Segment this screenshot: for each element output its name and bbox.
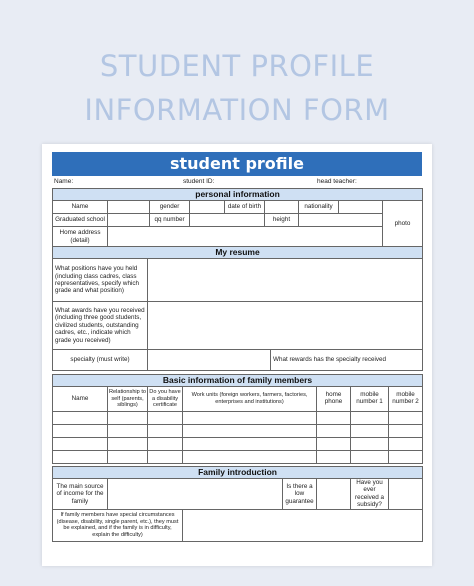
family-col-name: Name <box>53 387 108 412</box>
gender-field[interactable] <box>190 201 225 214</box>
family-col-disability: Do you have a disability certificate <box>148 387 183 412</box>
family-members-table <box>52 374 423 464</box>
family-cell[interactable] <box>148 425 183 438</box>
family-col-home-phone: home phone <box>317 387 351 412</box>
family-col-mobile-1: mobile number 1 <box>351 387 389 412</box>
family-cell[interactable] <box>148 438 183 451</box>
awards-label: What awards have you received (including three good students, civilized students, outstanding cadres, etc., indicate which grade you received) <box>53 302 148 350</box>
subsidy-field[interactable] <box>389 479 423 510</box>
form-sheet <box>42 144 432 566</box>
family-cell[interactable] <box>183 451 317 464</box>
graduated-school-label: Graduated school <box>53 214 108 227</box>
awards-field[interactable] <box>148 302 423 350</box>
positions-held-field[interactable] <box>148 259 423 302</box>
hero-title-line-1: STUDENT PROFILE <box>99 49 375 83</box>
height-label: height <box>265 214 299 227</box>
family-col-mobile-2: mobile number 2 <box>389 387 423 412</box>
family-col-relationship: Relationship to self (parents, siblings) <box>108 387 148 412</box>
photo-box[interactable]: photo <box>383 201 423 247</box>
special-circumstances-label: If family members have special circumstances (disease, disability, single parent, etc.), they must be explained, and if the family is in difficulty, explain the difficulty) <box>53 509 183 541</box>
family-cell[interactable] <box>53 425 108 438</box>
special-circumstances-field[interactable] <box>183 509 423 541</box>
height-field[interactable] <box>299 214 383 227</box>
family-cell[interactable] <box>148 412 183 425</box>
family-col-work-units: Work units (foreign workers, farmers, factories, enterprises and institutions) <box>183 387 317 412</box>
family-members-header: Basic information of family members <box>53 375 423 387</box>
gender-label: gender <box>150 201 190 214</box>
family-cell[interactable] <box>183 425 317 438</box>
name-field[interactable] <box>108 201 150 214</box>
specialty-field[interactable] <box>148 350 271 371</box>
resume-header: My resume <box>53 247 423 259</box>
family-cell[interactable] <box>148 451 183 464</box>
family-intro-table <box>52 466 423 542</box>
home-address-label: Home address (detail) <box>53 227 108 247</box>
family-cell[interactable] <box>317 438 351 451</box>
family-cell[interactable] <box>108 425 148 438</box>
family-cell[interactable] <box>351 412 389 425</box>
family-cell[interactable] <box>183 412 317 425</box>
resume-table <box>52 246 423 371</box>
family-cell[interactable] <box>317 412 351 425</box>
meta-head-teacher-label: head teacher: <box>317 178 357 185</box>
family-cell[interactable] <box>53 412 108 425</box>
nationality-label: nationality <box>299 201 339 214</box>
family-cell[interactable] <box>389 412 423 425</box>
meta-student-id-label: student ID: <box>183 178 215 185</box>
form-title: student profile <box>52 152 422 176</box>
family-cell[interactable] <box>53 438 108 451</box>
income-source-label: The main source of income for the family <box>53 479 108 510</box>
family-cell[interactable] <box>389 425 423 438</box>
family-cell[interactable] <box>317 425 351 438</box>
personal-info-header: personal information <box>53 189 423 201</box>
home-address-field[interactable] <box>108 227 383 247</box>
nationality-field[interactable] <box>339 201 383 214</box>
name-label: Name <box>53 201 108 214</box>
family-cell[interactable] <box>389 438 423 451</box>
hero-title-line-2: INFORMATION FORM <box>84 93 390 127</box>
qq-number-label: qq number <box>150 214 190 227</box>
qq-number-field[interactable] <box>190 214 265 227</box>
specialty-label: specialty (must write) <box>53 350 148 371</box>
family-cell[interactable] <box>351 438 389 451</box>
family-row <box>53 451 423 464</box>
meta-name-label: Name: <box>54 178 74 185</box>
family-intro-header: Family introduction <box>53 467 423 479</box>
family-cell[interactable] <box>183 438 317 451</box>
date-of-birth-label: date of birth <box>225 201 265 214</box>
family-cell[interactable] <box>389 451 423 464</box>
family-cell[interactable] <box>108 438 148 451</box>
family-row <box>53 438 423 451</box>
low-guarantee-field[interactable] <box>317 479 351 510</box>
specialty-rewards-label: What rewards has the specialty received <box>271 350 423 371</box>
income-source-field[interactable] <box>108 479 283 510</box>
family-cell[interactable] <box>351 451 389 464</box>
date-of-birth-field[interactable] <box>265 201 299 214</box>
low-guarantee-label: Is there a low guarantee <box>283 479 317 510</box>
graduated-school-field[interactable] <box>108 214 150 227</box>
family-cell[interactable] <box>108 412 148 425</box>
family-cell[interactable] <box>351 425 389 438</box>
family-cell[interactable] <box>317 451 351 464</box>
family-row <box>53 425 423 438</box>
personal-info-table <box>52 188 423 247</box>
positions-held-label: What positions have you held (including class cadres, class representatives, specify which grade and what position) <box>53 259 148 302</box>
hero-title <box>0 44 474 132</box>
family-cell[interactable] <box>108 451 148 464</box>
subsidy-label: Have you ever received a subsidy? <box>351 479 389 510</box>
family-cell[interactable] <box>53 451 108 464</box>
family-row <box>53 412 423 425</box>
